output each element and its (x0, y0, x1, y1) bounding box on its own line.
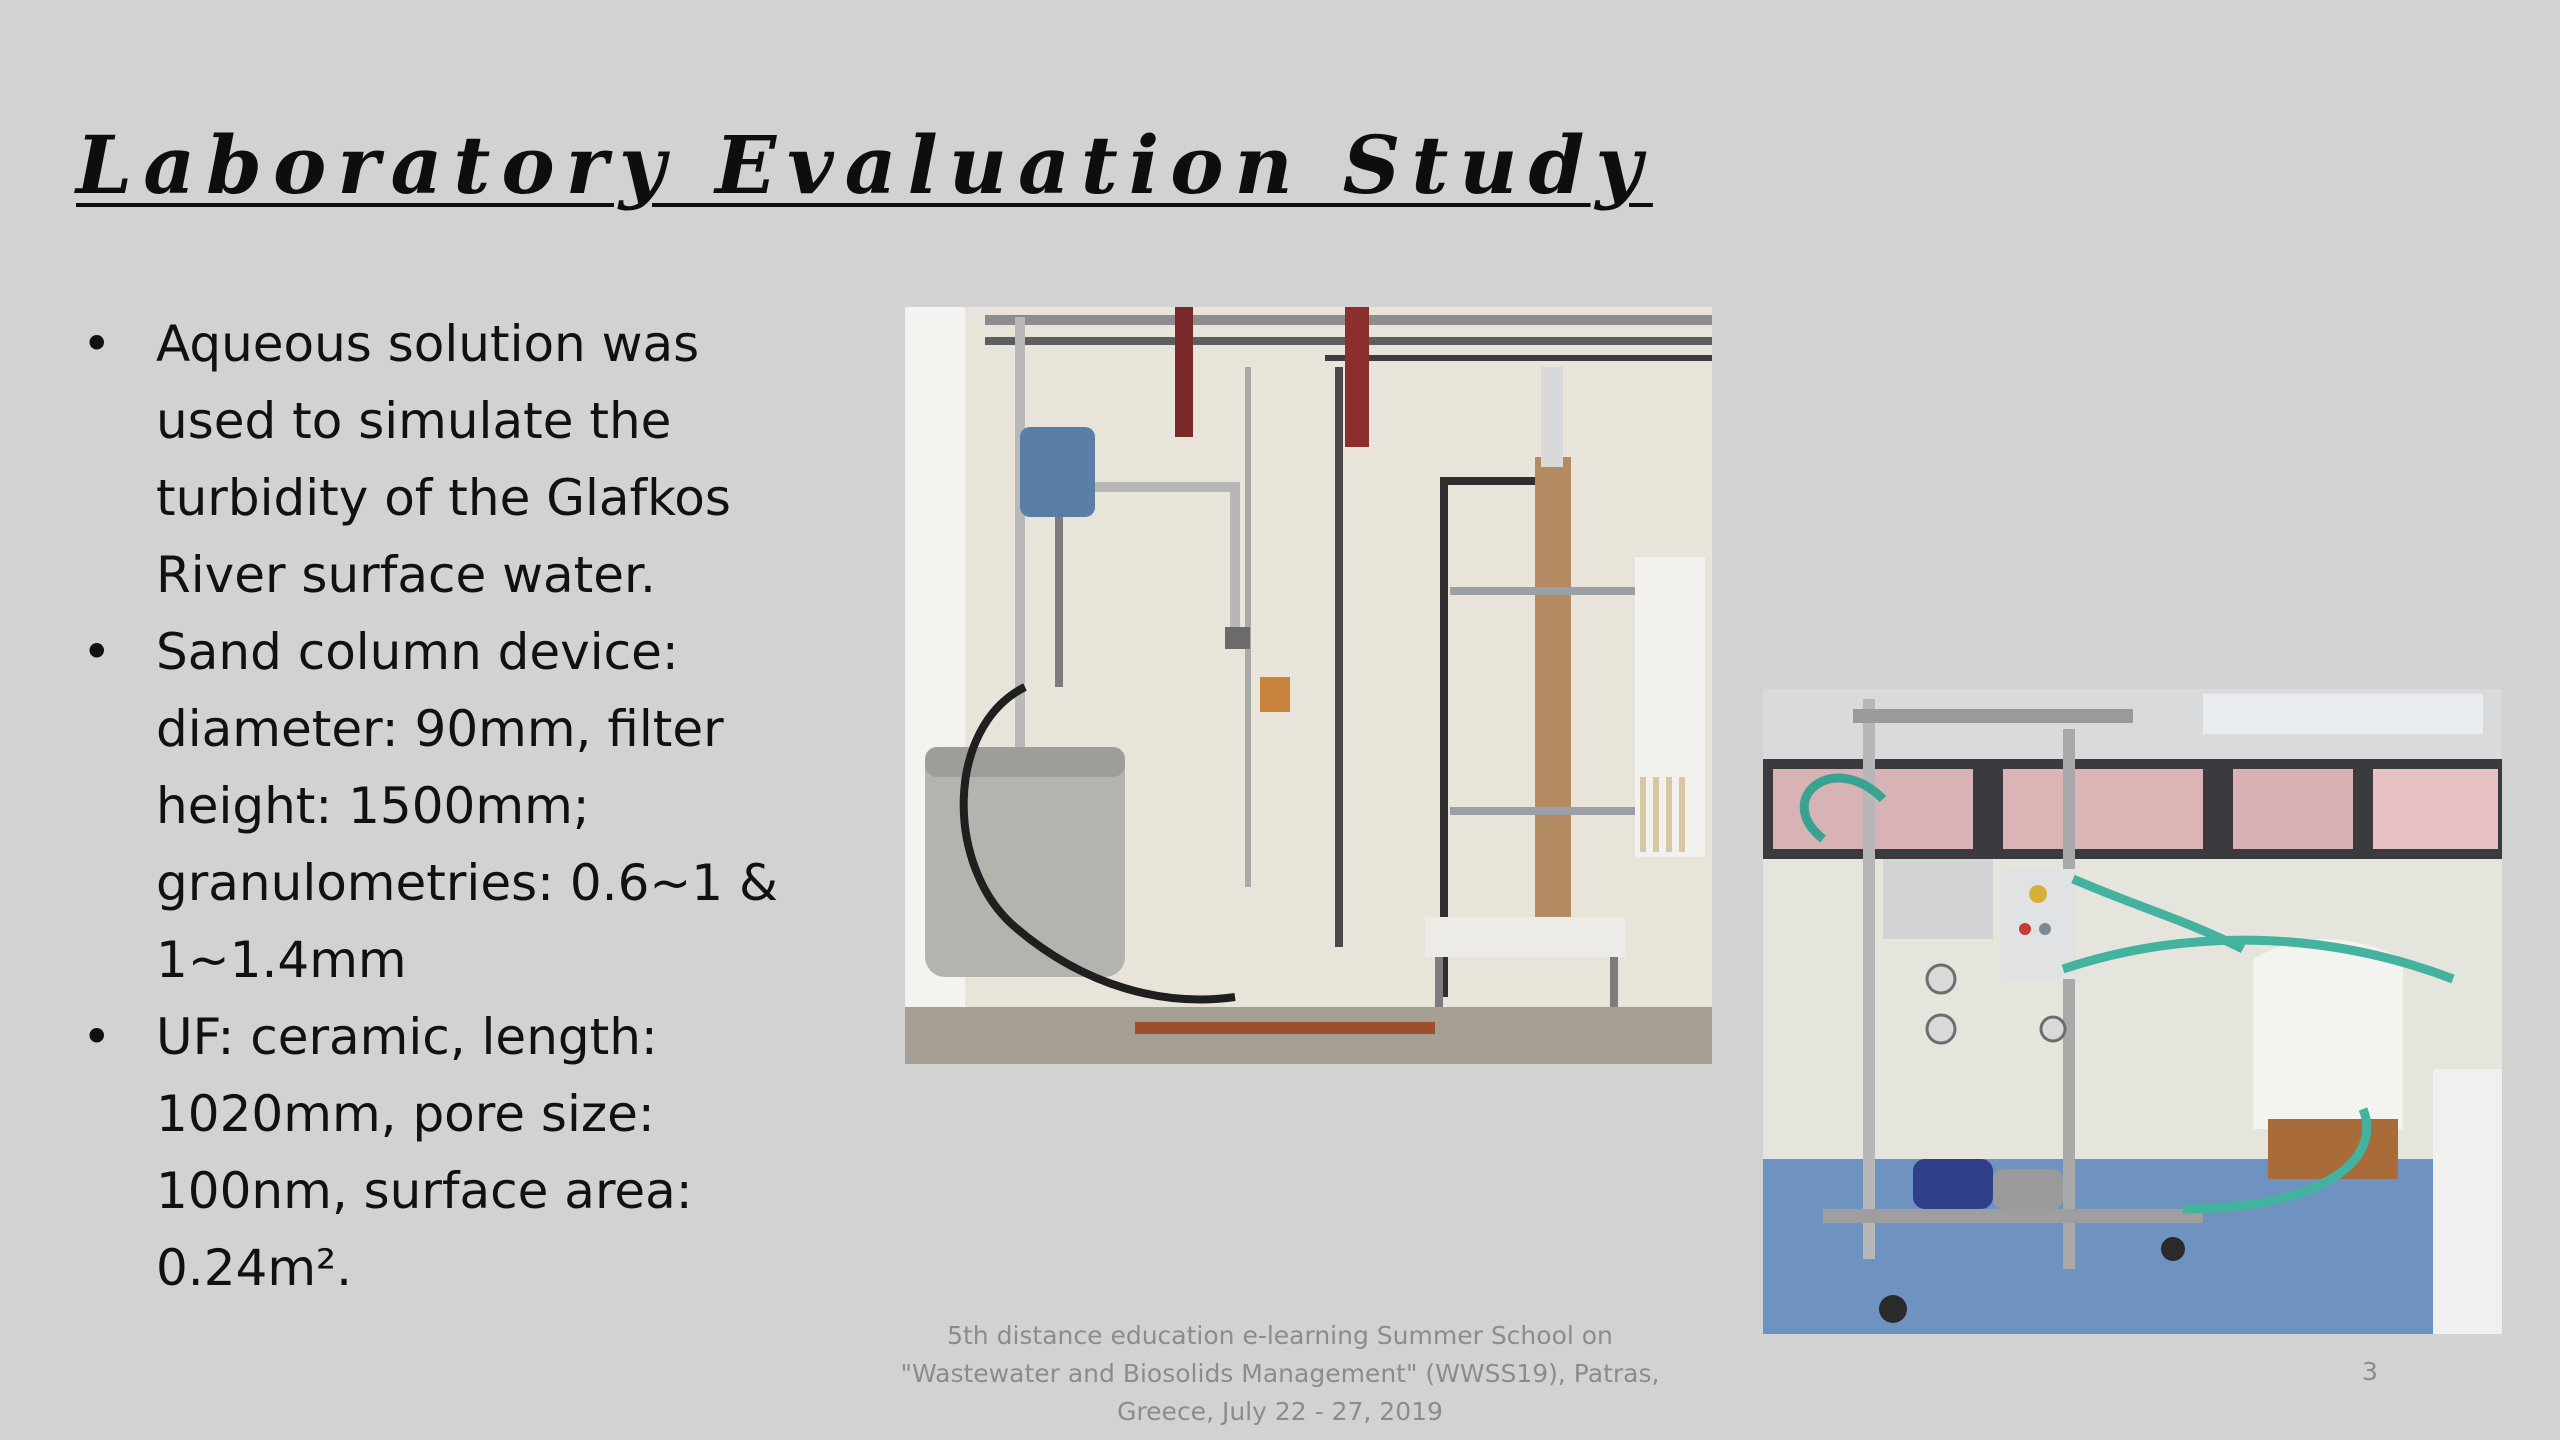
bullet-item (76, 614, 836, 999)
bullet-marker: • (82, 1008, 112, 1066)
bullet-line: height: 1500mm; (156, 777, 590, 835)
bullet-line: River surface water. (156, 546, 656, 604)
sand-column-photo (905, 307, 1712, 1064)
bullet-line: granulometries: 0.6~1 & (156, 854, 778, 912)
footer-line: 5th distance education e-learning Summer School on (947, 1321, 1613, 1350)
ultrafiltration-unit-photo (1763, 689, 2502, 1334)
bullet-line: 1~1.4mm (156, 931, 407, 989)
bullet-line: Aqueous solution was (156, 315, 700, 373)
bullet-item (76, 306, 836, 614)
bullet-marker: • (82, 315, 112, 373)
bullet-line: UF: ceramic, length: (156, 1008, 658, 1066)
bullet-line: used to simulate the (156, 392, 672, 450)
footer-line: Greece, July 22 - 27, 2019 (1117, 1397, 1443, 1426)
page-number: 3 (2362, 1357, 2378, 1386)
bullet-marker: • (82, 623, 112, 681)
bullet-line: 0.24m². (156, 1239, 352, 1297)
bullet-line: 1020mm, pore size: (156, 1085, 655, 1143)
footer-text (860, 1317, 1700, 1431)
bullet-line: 100nm, surface area: (156, 1162, 693, 1220)
bullet-line: diameter: 90mm, filter (156, 700, 724, 758)
slide-title: Laboratory Evaluation Study (76, 118, 1653, 212)
bullet-item (76, 999, 836, 1307)
ultrafiltration-illustration (1763, 689, 2502, 1334)
bullet-list (76, 306, 836, 1307)
bullet-line: turbidity of the Glafkos (156, 469, 731, 527)
footer-line: "Wastewater and Biosolids Management" (WWSS19), Patras, (900, 1359, 1660, 1388)
sand-column-illustration (905, 307, 1712, 1064)
bullet-line: Sand column device: (156, 623, 679, 681)
